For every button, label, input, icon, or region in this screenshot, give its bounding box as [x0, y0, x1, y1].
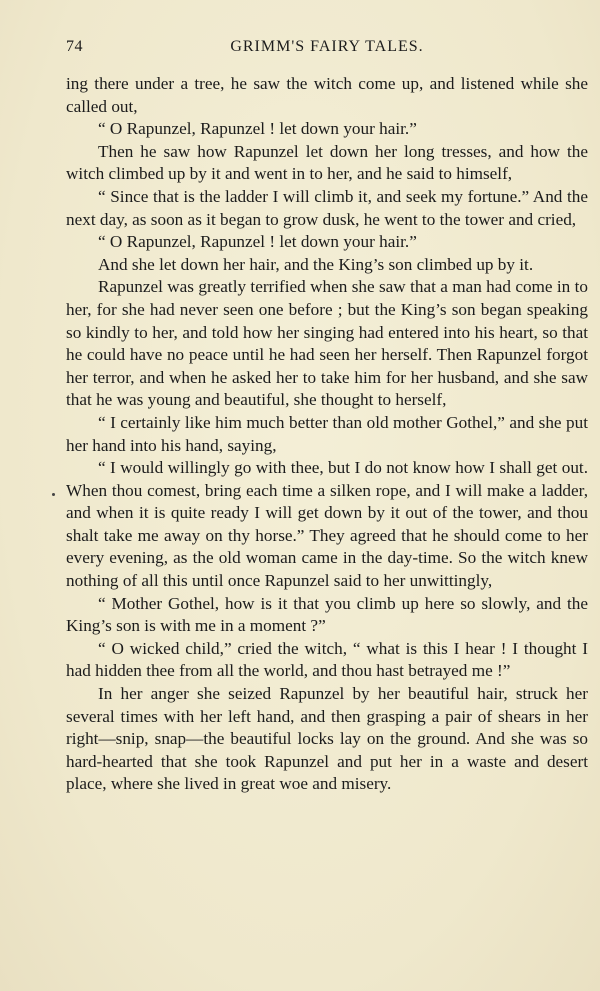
- paragraph: “ Mother Gothel, how is it that you climb up here so slowly, and the King’s son is with me in a moment ?”: [66, 593, 588, 636]
- body-text: [66, 73, 588, 796]
- paragraph: “ O wicked child,” cried the witch, “ what is this I hear ! I thought I had hidden thee from all the world, and thou hast betrayed me !”: [66, 638, 588, 681]
- paragraph: “ O Rapunzel, Rapunzel ! let down your hair.”: [98, 232, 417, 252]
- paragraph: “ I would willingly go with thee, but I do not know how I shall get out. When thou comest, bring each time a silken rope, and I will make a ladder, and when it is quite ready I will get down by it out of the tower, and thou shalt take me away on thy horse.” They agreed that he should come to her every evening, as the old woman came in the day-time. So the witch knew nothing of all this until once Rapunzel said to her unwittingly,: [66, 458, 588, 591]
- paragraph: Then he saw how Rapunzel let down her long tresses, and how the witch climbed up by it and went in to her, and he said to himself,: [66, 141, 588, 184]
- paragraph: In her anger she seized Rapunzel by her beautiful hair, struck her several times with her left hand, and then grasping a pair of shears in her right—snip, snap—the beautiful locks lay on the ground. And she was so hard-hearted that she took Rapunzel and put her in a waste and desert place, where she lived in great woe and misery.: [66, 684, 588, 794]
- paragraph-continued: ing there under a tree, he saw the witch come up, and listened while she called out,: [66, 74, 588, 116]
- running-head: [66, 38, 588, 60]
- book-title: GRIMM'S FAIRY TALES.: [230, 38, 424, 55]
- page-number: 74: [66, 38, 83, 55]
- paragraph: Rapunzel was greatly terrified when she saw that a man had come in to her, for she had never seen one before ; but the King’s son began speaking so kindly to her, and told how her singing had entered into his heart, so that he could have no peace until he had seen her herself. Then Rapunzel forgot her terror, and when he asked her to take him for her husband, and she saw that he was young and beautiful, she thought to herself,: [66, 277, 588, 410]
- paragraph: “ I certainly like him much better than old mother Gothel,” and she put her hand into his hand, saying,: [66, 412, 588, 455]
- margin-mark: [52, 493, 55, 496]
- paragraph: “ O Rapunzel, Rapunzel ! let down your hair.”: [98, 119, 417, 139]
- paragraph: And she let down her hair, and the King’s son climbed up by it.: [98, 254, 534, 274]
- paragraph: “ Since that is the ladder I will climb it, and seek my fortune.” And the next day, as soon as it began to grow dusk, he went to the tower and cried,: [66, 186, 588, 229]
